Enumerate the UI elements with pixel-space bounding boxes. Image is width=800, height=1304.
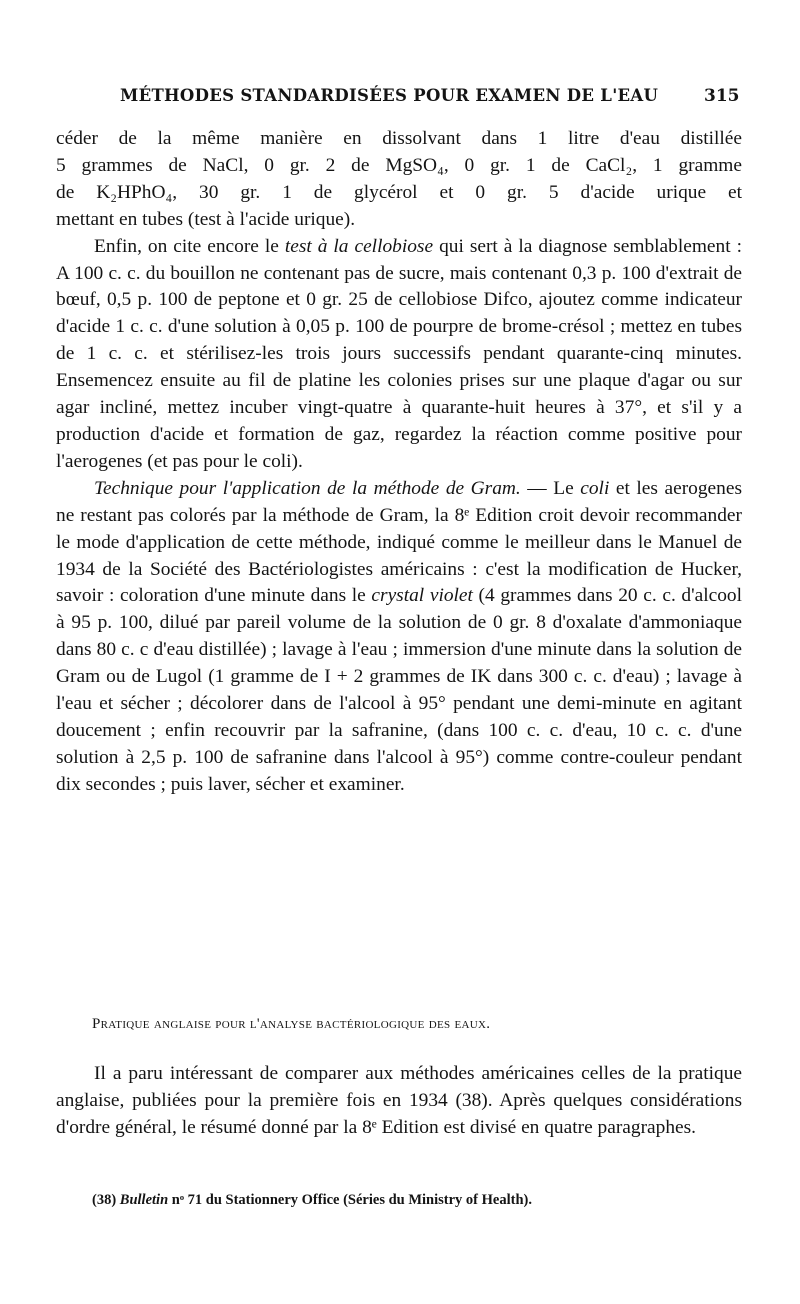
paragraph-line: de K₂HPhO₄, 30 gr. 1 de glycérol et 0 gr. 5 d'acide urique et <box>56 181 742 203</box>
paragraph-line: céder de la même manière en dissolvant dans 1 litre d'eau distillée <box>56 128 742 149</box>
text-run: et les aerogenes ne restant pas colorés par la méthode de Gram, la 8ᵉ Edition croit devoir recommander le mode d'application de cette méthode, indiqué comme le meilleur dans le Manuel de 1934 de la Société des Bactériologistes américains : c'est la modification de Hucker, savoir : coloration d'une minute dans le <box>56 477 743 607</box>
section-heading: Pratique anglaise pour l'analyse bactériologique des eaux. <box>92 1016 491 1032</box>
paragraph-gram <box>56 476 742 799</box>
paragraph-cellobiose <box>56 234 742 476</box>
main-text <box>56 126 742 799</box>
footnote <box>92 1192 742 1209</box>
footnote-number: (38) <box>92 1192 117 1208</box>
footnote-text: nᵒ 71 du Stationnery Office (Séries du Ministry of Health). <box>171 1192 532 1208</box>
text-run: — Le <box>520 477 581 499</box>
section-text <box>56 1060 742 1141</box>
text-run: Enfin, on cite encore le <box>94 235 285 257</box>
italic-term: coli <box>580 477 610 499</box>
paragraph-line: 5 grammes de NaCl, 0 gr. 2 de MgSO₄, 0 gr. 1 de CaCl₂, 1 gramme <box>56 154 742 176</box>
page-number: 315 <box>704 86 740 106</box>
text-run: qui sert à la diagnose semblablement : A 100 c. c. du bouillon ne contenant pas de sucre, mais contenant 0,3 p. 100 d'extrait de bœuf, 0,5 p. 100 de peptone et 0 gr. 25 de cellobiose Difco, ajoutez comme indicateur d'acide 1 c. c. d'une solution à 0,05 p. 100 de pourpre de brome-crésol ; mettez en tubes de 1 c. c. et stérilisez-les trois jours successifs pendant quarante-cinq minutes. Ensemencez ensuite au fil de platine les colonies prises sur une plaque d'agar ou sur agar incliné, mettez incuber vingt-quatre à quarante-huit heures à 37°, et s'il y a production d'acide et formation de gaz, regardez la réaction comme positive pour l'aerogenes (et pas pour le coli). <box>56 235 742 472</box>
italic-term: crystal violet <box>371 585 473 607</box>
running-title: MÉTHODES STANDARDISÉES POUR EXAMEN DE L'EAU <box>120 86 659 105</box>
section-paragraph: Il a paru intéressant de comparer aux méthodes américaines celles de la pratique anglaise, publiées pour la première fois en 1934 (38). Après quelques considérations d'ordre général, le résumé donné par la 8ᵉ Edition est divisé en quatre paragraphes. <box>56 1063 742 1138</box>
italic-term: test à la cellobiose <box>284 235 434 257</box>
footnote-italic: Bulletin <box>119 1192 169 1208</box>
text-run: (4 grammes dans 20 c. c. d'alcool à 95 p. 100, dilué par pareil volume de la solution de 0 gr. 8 d'oxalate d'ammoniaque dans 80 c. c d'eau distillée) ; lavage à l'eau ; immersion d'une minute dans la solution de Gram ou de Lugol (1 gramme de I + 2 grammes de IK dans 300 c. c. d'eau) ; lavage à l'eau et sécher ; décolorer dans de l'alcool à 95° pendant une demi-minute en agitant doucement ; enfin recouvrir par la safranine, (dans 100 c. c. d'eau, 10 c. c. d'une solution à 2,5 p. 100 de safranine dans l'alcool à 95°) comme contre-couleur pendant dix secondes ; puis laver, sécher et examiner. <box>56 585 742 795</box>
paragraph-line: mettant en tubes (test à l'acide urique). <box>56 208 356 230</box>
italic-subheading: Technique pour l'application de la méthode de Gram. <box>94 477 521 499</box>
